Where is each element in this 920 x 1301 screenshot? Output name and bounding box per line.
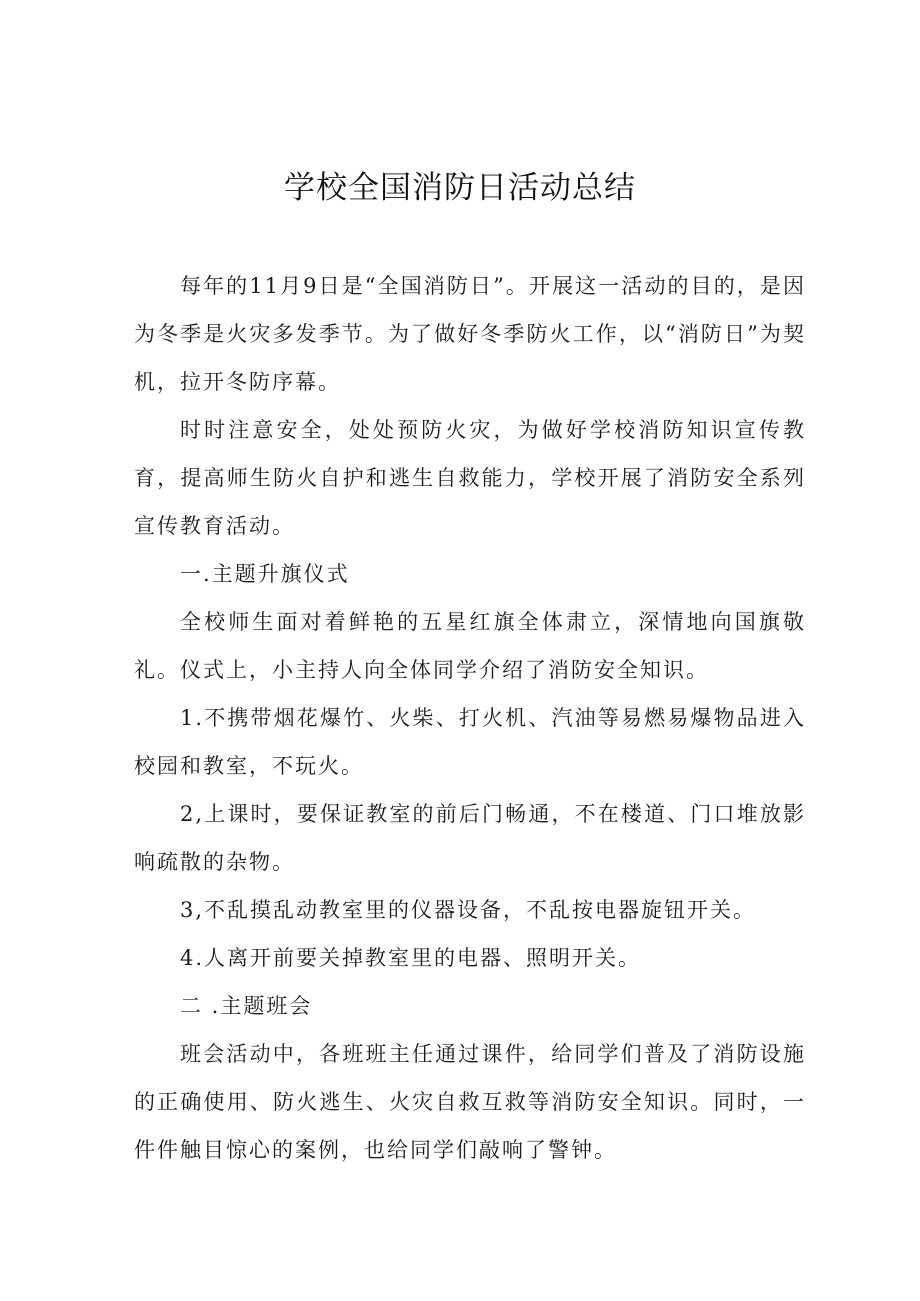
- list-item-rule-4: 4.人离开前要关掉教室里的电器、照明开关。: [180, 946, 642, 970]
- list-item-rule-1: 1.不携带烟花爆竹、火柴、打火机、汽油等易燃易爆物品进入校园和教室，不玩火。: [134, 706, 806, 778]
- document-title: 学校全国消防日活动总结: [284, 170, 636, 206]
- paragraph-purpose: 时时注意安全，处处预防火灾，为做好学校消防知识宣传教育，提高师生防火自护和逃生自救能力，学校开展了消防安全系列宣传教育活动。: [134, 418, 806, 538]
- list-item-rule-3: 3,不乱摸乱动教室里的仪器设备，不乱按电器旋钮开关。: [180, 898, 757, 922]
- paragraph-flag-ceremony: 全校师生面对着鲜艳的五星红旗全体肃立，深情地向国旗敬礼。仪式上，小主持人向全体同学介绍了消防安全知识。: [134, 610, 806, 682]
- list-item-rule-2: 2,上课时，要保证教室的前后门畅通，不在楼道、门口堆放影响疏散的杂物。: [134, 802, 806, 874]
- section-heading-class-meeting: 二 .主题班会: [180, 994, 313, 1018]
- paragraph-intro: 每年的11月9日是“全国消防日”。开展这一活动的目的，是因为冬季是火灾多发季节。为了做好冬季防火工作，以“消防日”为契机，拉开冬防序幕。: [134, 274, 806, 394]
- document-body: [134, 262, 806, 1174]
- paragraph-class-meeting: 班会活动中，各班班主任通过课件，给同学们普及了消防设施的正确使用、防火逃生、火灾自救互救等消防安全知识。同时，一件件触目惊心的案例，也给同学们敲响了警钟。: [134, 1042, 806, 1162]
- section-heading-flag-ceremony: 一.主题升旗仪式: [180, 562, 350, 586]
